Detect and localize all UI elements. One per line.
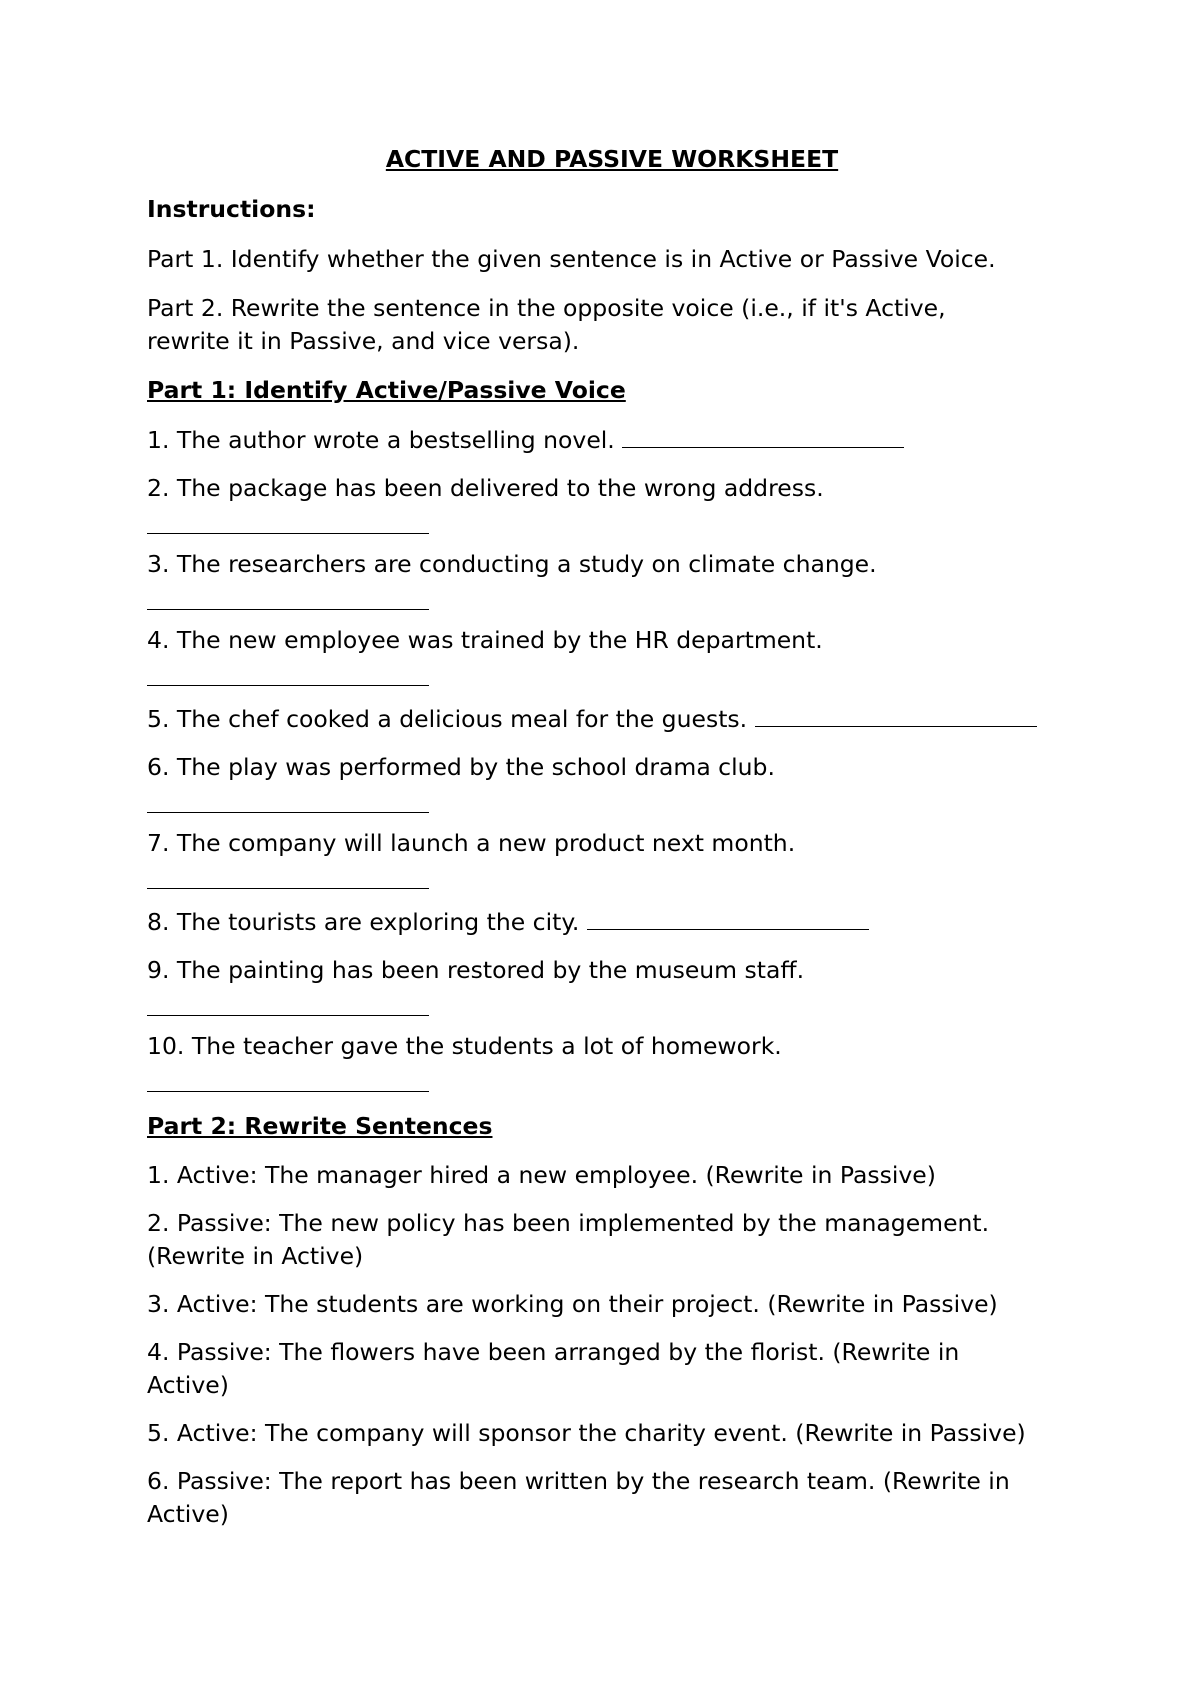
part2-item-5: 5. Active: The company will sponsor the charity event. (Rewrite in Passive) [147, 1419, 1026, 1447]
answer-blank[interactable] [147, 1065, 429, 1092]
page-title: ACTIVE AND PASSIVE WORKSHEET [385, 145, 839, 173]
part1-item-text: 3. The researchers are conducting a study on climate change. [147, 550, 877, 578]
part1-item-3 [147, 548, 1077, 610]
part1-item-9 [147, 954, 1077, 1016]
document-content [147, 143, 1077, 1546]
answer-blank[interactable] [147, 659, 429, 686]
part2-item-4: 4. Passive: The flowers have been arranged by the florist. (Rewrite in Active) [147, 1338, 960, 1399]
part1-item-4 [147, 624, 1077, 686]
part1-item-text: 5. The chef cooked a delicious meal for the guests. [147, 705, 748, 733]
answer-blank[interactable] [147, 862, 429, 889]
answer-blank[interactable] [755, 700, 1037, 727]
part1-item-text: 10. The teacher gave the students a lot of homework. [147, 1032, 782, 1060]
part1-item-text: 1. The author wrote a bestselling novel. [147, 426, 615, 454]
part1-item-text: 7. The company will launch a new product next month. [147, 829, 796, 857]
part1-item-5 [147, 700, 1077, 736]
part2-heading: Part 2: Rewrite Sentences [147, 1112, 493, 1140]
part1-item-text: 8. The tourists are exploring the city. [147, 908, 580, 936]
answer-blank[interactable] [147, 583, 429, 610]
instruction-part2: Part 2. Rewrite the sentence in the opposite voice (i.e., if it's Active, rewrite it in Passive, and vice versa). [147, 294, 946, 355]
part2-item-6: 6. Passive: The report has been written by the research team. (Rewrite in Active) [147, 1467, 1010, 1528]
part1-item-1 [147, 421, 1077, 457]
answer-blank[interactable] [147, 989, 429, 1016]
answer-blank[interactable] [587, 903, 869, 930]
instruction-part1: Part 1. Identify whether the given sentence is in Active or Passive Voice. [147, 245, 996, 273]
part2-item-1: 1. Active: The manager hired a new employee. (Rewrite in Passive) [147, 1161, 936, 1189]
instructions-label: Instructions: [147, 195, 316, 223]
part1-item-text: 2. The package has been delivered to the wrong address. [147, 474, 824, 502]
part1-item-text: 9. The painting has been restored by the museum staff. [147, 956, 805, 984]
part1-item-6 [147, 751, 1077, 813]
answer-blank[interactable] [147, 507, 429, 534]
part1-item-2 [147, 472, 1077, 534]
part1-item-text: 4. The new employee was trained by the HR department. [147, 626, 823, 654]
part2-item-2: 2. Passive: The new policy has been implemented by the management. (Rewrite in Active) [147, 1209, 990, 1270]
answer-blank[interactable] [147, 786, 429, 813]
part1-item-10 [147, 1030, 1077, 1092]
part2-item-3: 3. Active: The students are working on their project. (Rewrite in Passive) [147, 1290, 998, 1318]
part1-heading: Part 1: Identify Active/Passive Voice [147, 376, 626, 404]
part1-item-text: 6. The play was performed by the school drama club. [147, 753, 775, 781]
part1-item-8 [147, 903, 1077, 939]
part1-item-7 [147, 827, 1077, 889]
answer-blank[interactable] [622, 421, 904, 448]
